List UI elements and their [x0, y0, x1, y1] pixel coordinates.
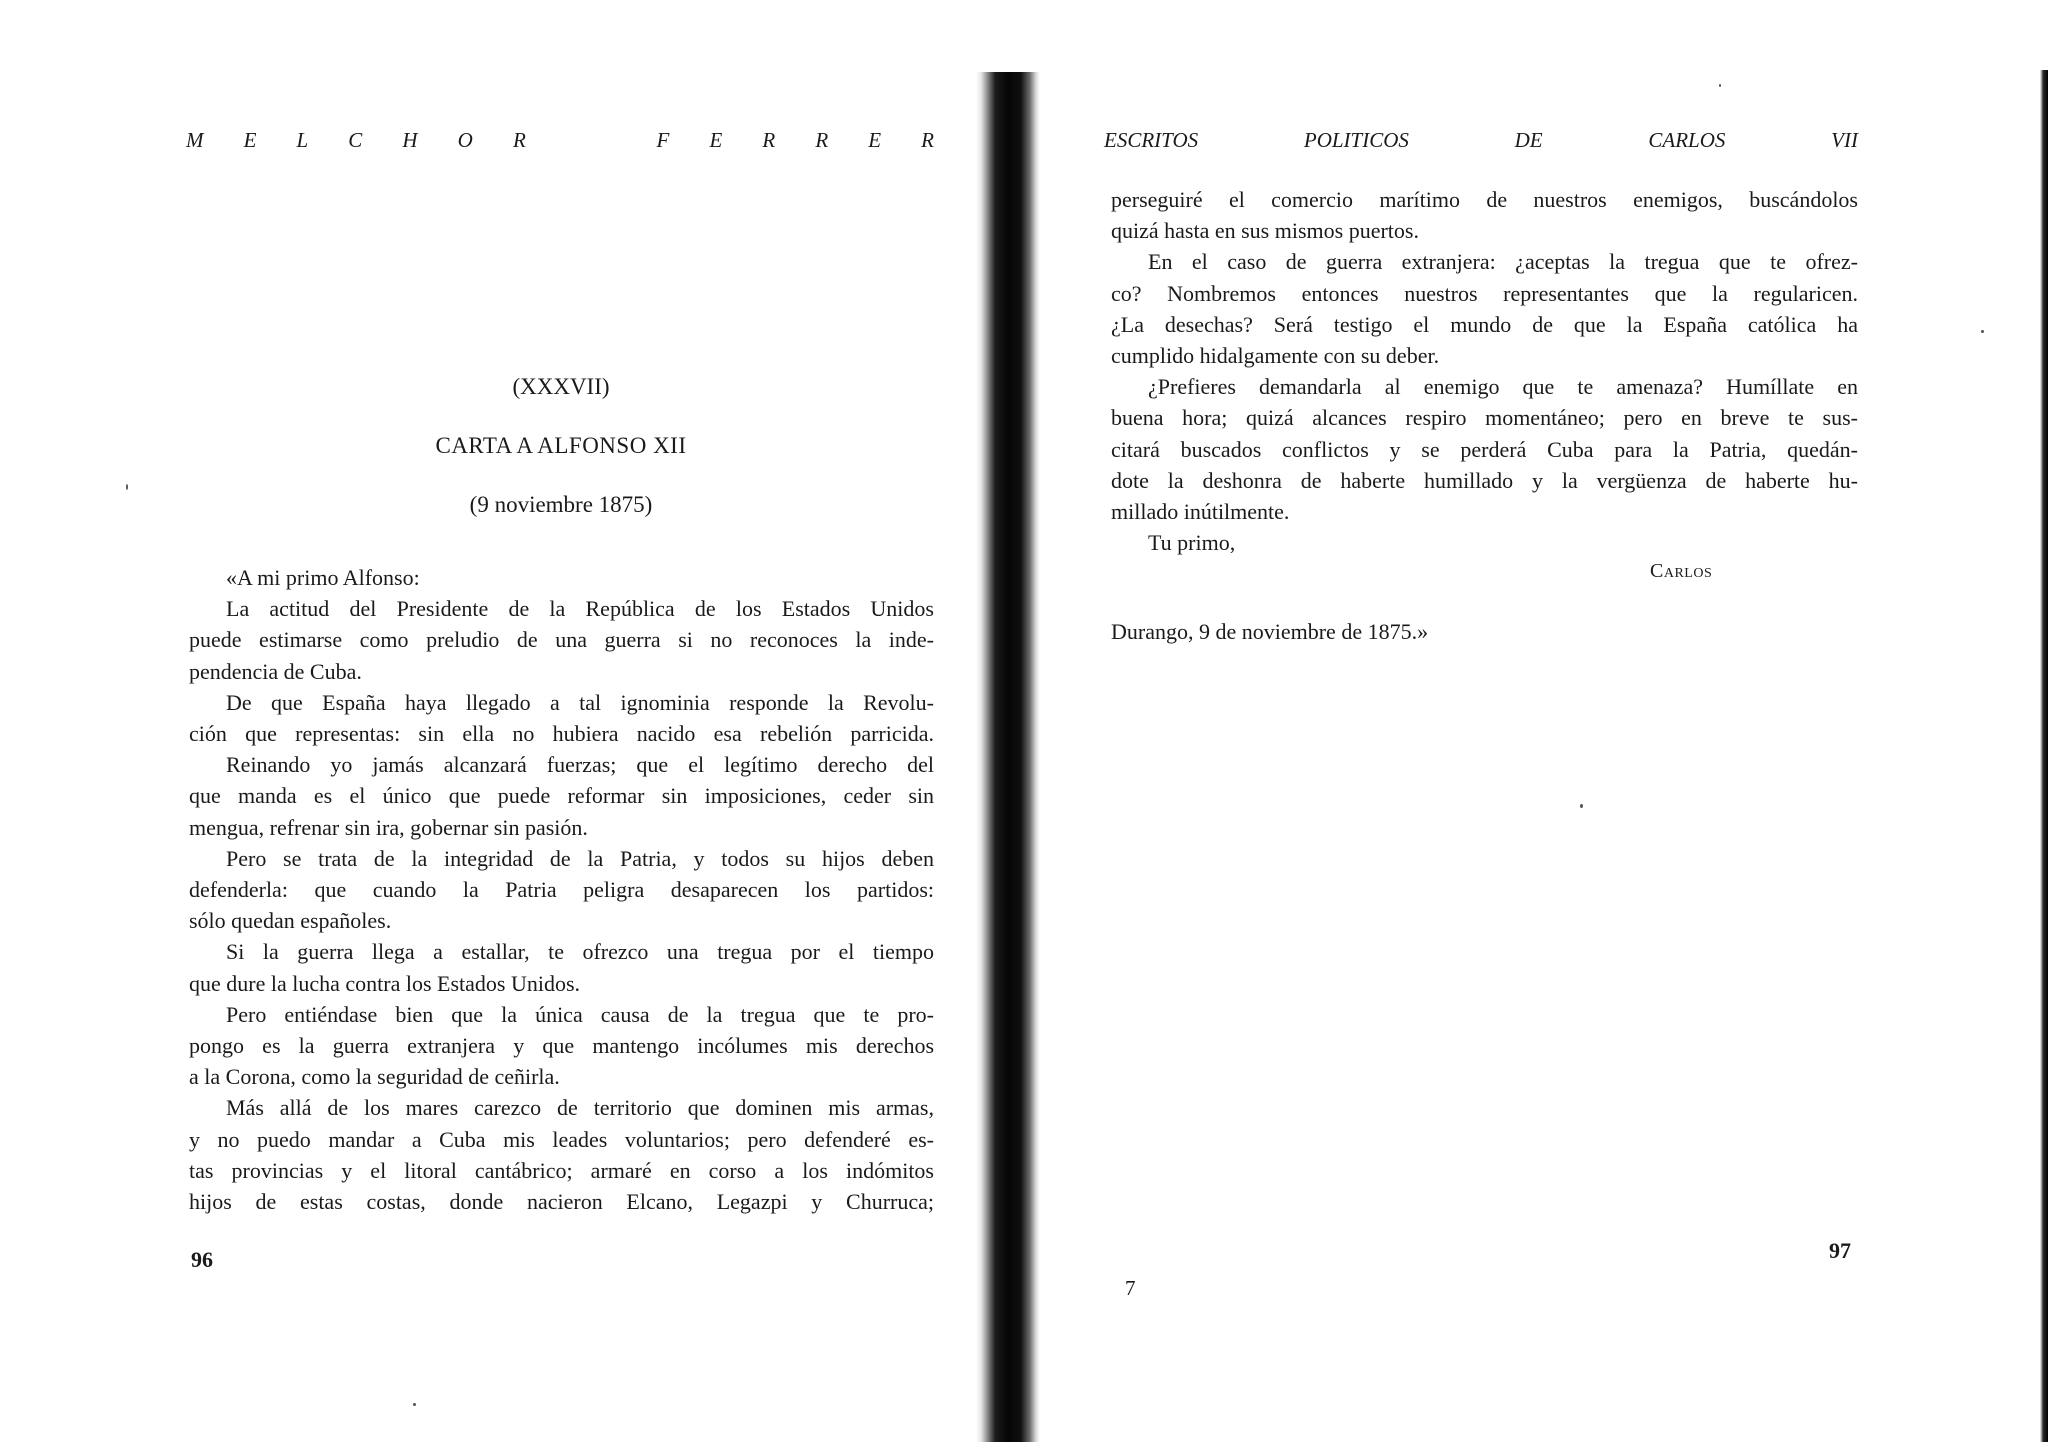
signature: Carlos: [1650, 560, 1713, 582]
text-line: mengua, refrenar sin ira, gobernar sin pasión.: [189, 814, 588, 840]
running-head-part: CARLOS: [1648, 128, 1726, 152]
letter-body-right: [1111, 184, 1858, 558]
text-line: a la Corona, como la seguridad de ceñirla.: [189, 1064, 560, 1090]
text-line: millado inútilmente.: [1111, 499, 1290, 525]
text-line: Más allá de los mares carezco de territorio que dominen mis armas,: [226, 1095, 934, 1121]
text-line: dote la deshonra de haberte humillado y la vergüenza de haberte hu-: [1111, 467, 1858, 493]
scan-speck: [1981, 330, 1984, 333]
text-line: Pero entiéndase bien que la única causa de la tregua que te pro-: [226, 1001, 934, 1027]
scan-speck: [1580, 804, 1583, 808]
text-line: ción que representas: sin ella no hubiera nacido esa rebelión parricida.: [189, 721, 934, 747]
running-head-part: ESCRITOS: [1104, 128, 1199, 152]
left-page: [0, 0, 976, 1442]
page-number-right: 97: [1829, 1238, 1851, 1263]
page-number-left: 96: [191, 1247, 213, 1272]
scan-speck: [126, 484, 128, 490]
text-line: quizá hasta en sus mismos puertos.: [1111, 218, 1419, 244]
chapter-title: CARTA A ALFONSO XII: [435, 433, 687, 458]
running-head-part: R: [512, 128, 526, 152]
text-line: que manda es el único que puede reformar sin imposiciones, ceder sin: [189, 783, 934, 809]
printer-signature-mark: 7: [1125, 1276, 1136, 1300]
running-head-part: E: [709, 128, 723, 152]
text-line: La actitud del Presidente de la República de los Estados Unidos: [226, 596, 934, 622]
text-line: En el caso de guerra extranjera: ¿aceptas la tregua que te ofrez-: [1148, 249, 1858, 275]
running-head-right: [1104, 128, 1858, 153]
text-line: Pero se trata de la integridad de la Patria, y todos su hijos deben: [226, 845, 934, 871]
chapter-date: (9 noviembre 1875): [469, 492, 653, 517]
text-line: Tu primo,: [1148, 530, 1236, 556]
running-head-part: DE: [1514, 128, 1543, 152]
scan-speck: [413, 1403, 416, 1406]
running-head-part: POLITICOS: [1303, 128, 1409, 152]
text-line: ¿La desechas? Será testigo el mundo de que la España católica ha: [1111, 311, 1858, 337]
running-head-part: O: [457, 128, 473, 152]
running-head-part: F: [656, 128, 670, 152]
text-line: y no puedo mandar a Cuba mis leades voluntarios; pero defenderé es-: [189, 1126, 934, 1152]
text-line: co? Nombremos entonces nuestros representantes que la regularicen.: [1111, 280, 1858, 306]
running-head-part: [566, 128, 571, 153]
text-line: defenderla: que cuando la Patria peligra desaparecen los partidos:: [189, 877, 934, 903]
text-line: pongo es la guerra extranjera y que mantengo incólumes mis derechos: [189, 1033, 934, 1059]
text-line: «A mi primo Alfonso:: [226, 565, 420, 590]
text-line: ¿Prefieres demandarla al enemigo que te amenaza? Humíllate en: [1148, 374, 1858, 400]
text-line: puede estimarse como preludio de una guerra si no reconoces la inde-: [189, 627, 934, 653]
running-head-part: [611, 128, 616, 153]
scan-speck: [1719, 84, 1721, 87]
place-date: Durango, 9 de noviembre de 1875.»: [1111, 619, 1429, 644]
book-gutter-shadow: [976, 72, 1040, 1442]
text-line: buena hora; quizá alcances respiro momentáneo; pero en breve te sus-: [1111, 405, 1858, 431]
running-head-part: R: [815, 128, 829, 152]
text-line: citará buscados conflictos y se perderá Cuba para la Patria, quedán-: [1111, 436, 1858, 462]
text-line: perseguiré el comercio marítimo de nuestros enemigos, buscándolos: [1111, 187, 1858, 212]
text-line: sólo quedan españoles.: [189, 908, 392, 934]
text-line: tas provincias y el litoral cantábrico; armaré en corso a los indómitos: [189, 1157, 934, 1183]
text-line: hijos de estas costas, donde nacieron Elcano, Legazpi y Churruca;: [189, 1189, 934, 1215]
running-head-part: E: [243, 128, 257, 152]
running-head-left: [186, 128, 934, 153]
running-head-part: R: [921, 128, 934, 152]
text-line: Reinando yo jamás alcanzará fuerzas; que el legítimo derecho del: [226, 752, 934, 778]
text-line: De que España haya llegado a tal ignominia responde la Revolu-: [226, 689, 934, 715]
running-head-part: M: [186, 128, 204, 152]
running-head-part: R: [762, 128, 776, 152]
running-head-part: H: [402, 128, 418, 152]
chapter-number: (XXXVII): [512, 374, 610, 399]
running-head-part: VII: [1831, 128, 1858, 152]
text-line: pendencia de Cuba.: [189, 658, 362, 684]
letter-body-left: [189, 562, 934, 1217]
text-line: que dure la lucha contra los Estados Unidos.: [189, 970, 581, 996]
page-edge-shadow: [2040, 70, 2048, 1442]
running-head-part: L: [296, 128, 309, 152]
running-head-part: C: [348, 128, 363, 152]
running-head-part: E: [868, 128, 882, 152]
text-line: Si la guerra llega a estallar, te ofrezco una tregua por el tiempo: [226, 939, 934, 965]
text-line: cumplido hidalgamente con su deber.: [1111, 343, 1440, 369]
